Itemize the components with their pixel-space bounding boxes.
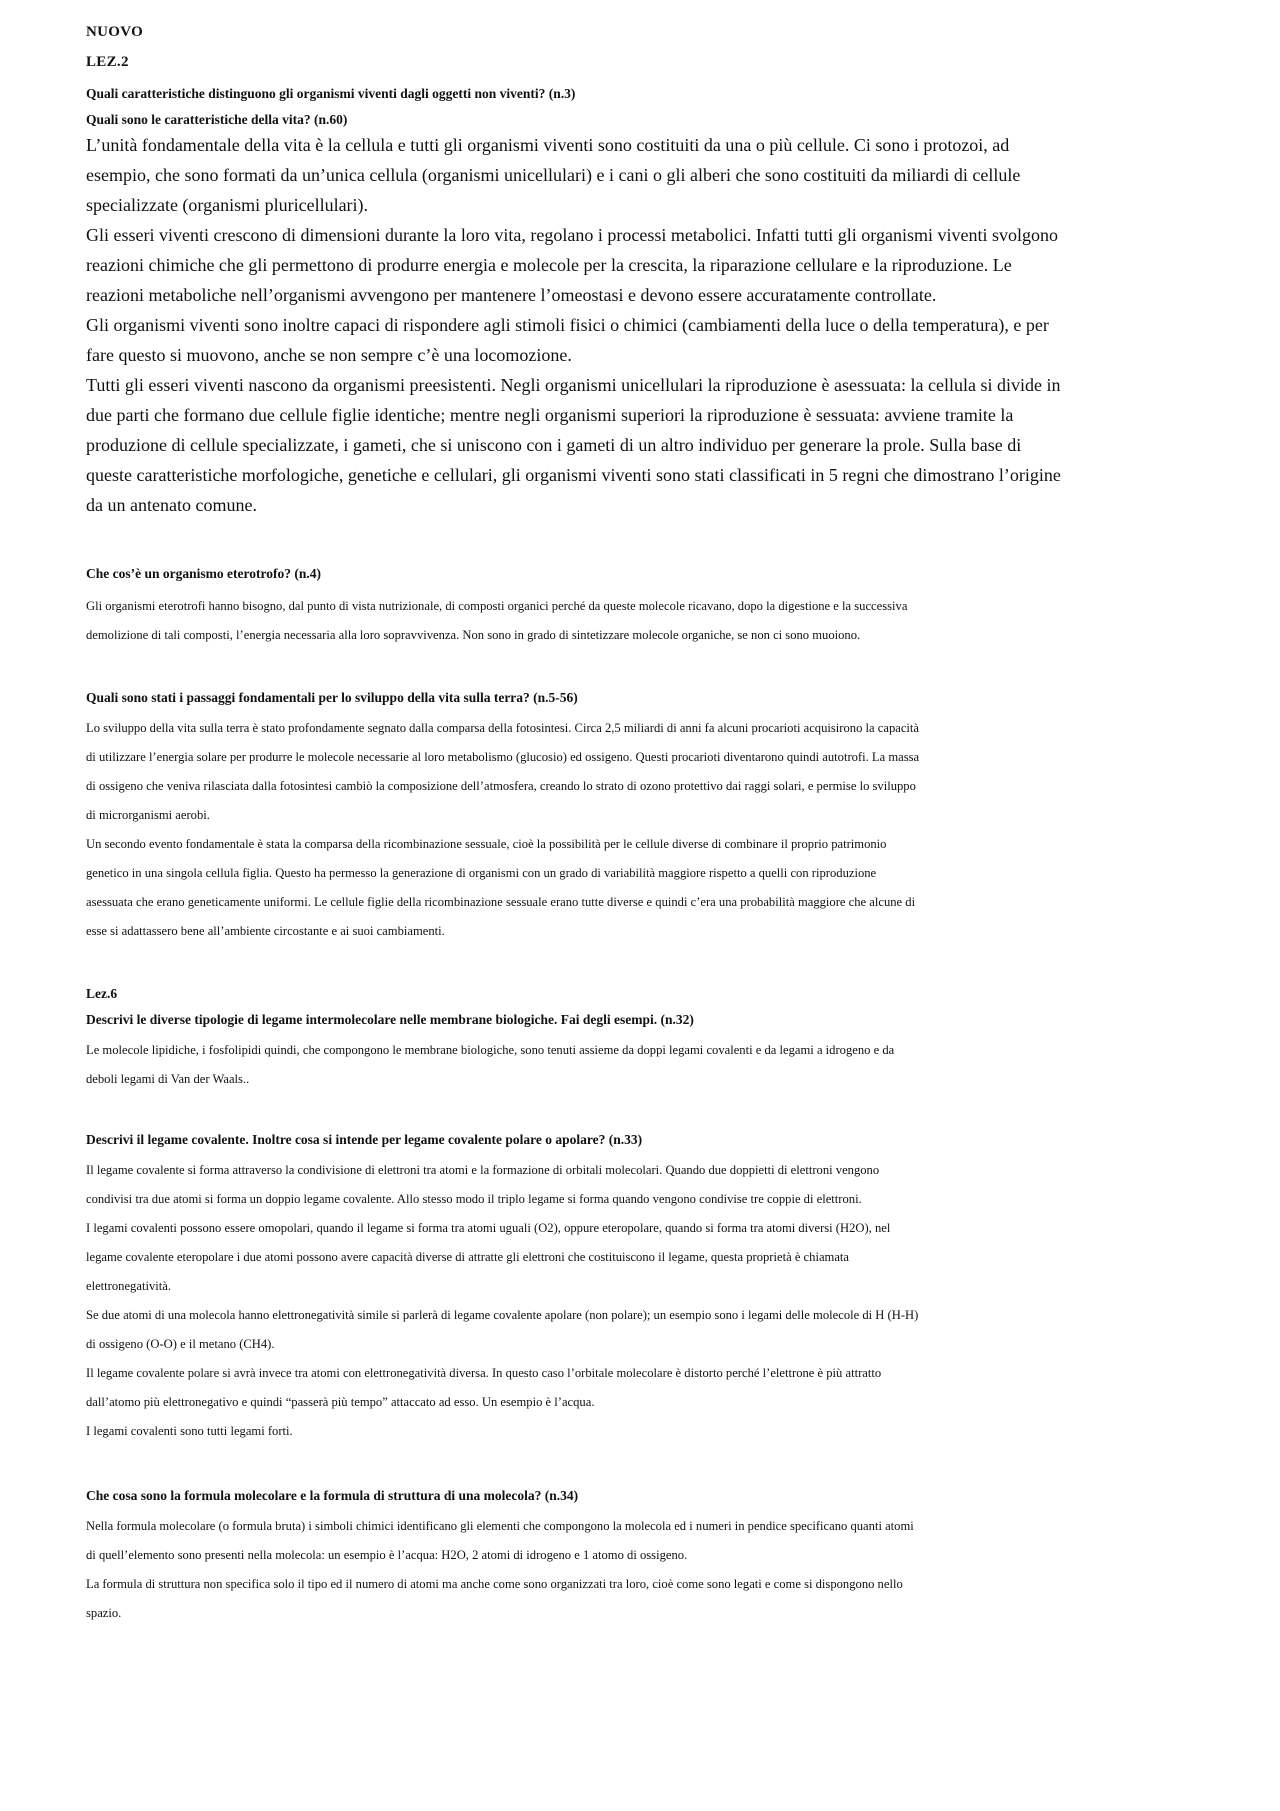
- text-line: Se due atomi di una molecola hanno elettronegatività simile si parlerà di legame covalente apolare (non polare); un esempio sono i legami delle molecole di H (H-H): [86, 1308, 919, 1322]
- text-line: specializzate (organismi pluricellulari).: [86, 195, 369, 215]
- text-line: Gli organismi viventi sono inoltre capaci di rispondere agli stimoli fisici o chimici (cambiamenti della luce o della temperatura), e per: [86, 315, 1049, 335]
- text-line: Il legame covalente polare si avrà invece tra atomi con elettronegatività diversa. In questo caso l’orbitale molecolare è distorto perché l’elettrone è più attratto: [86, 1366, 882, 1380]
- text-line: di microrganismi aerobi.: [86, 808, 210, 822]
- text-line: reazioni metaboliche nell’organismi avvengono per mantenere l’omeostasi e devono essere accuratamente controllate.: [86, 285, 937, 305]
- text-line: asessuata che erano geneticamente uniformi. Le cellule figlie della ricombinazione sessuale erano tutte diverse e quindi c’era una probabilità maggiore che alcune di: [86, 895, 916, 909]
- text-line: condivisi tra due atomi si forma un doppio legame covalente. Allo stesso modo il triplo legame si forma quando vengono condivise tre coppie di elettroni.: [86, 1192, 862, 1206]
- text-line: reazioni chimiche che gli permettono di produrre energia e molecole per la crescita, la riparazione cellulare e la riproduzione. Le: [86, 255, 1012, 275]
- text-line: genetico in una singola cellula figlia. Questo ha permesso la generazione di organismi con un grado di variabilità maggiore rispetto a quelli con riproduzione: [86, 866, 877, 880]
- text-line: Nella formula molecolare (o formula bruta) i simboli chimici identificano gli elementi che compongono la molecola ed i numeri in pendice specificano quanti atomi: [86, 1519, 914, 1533]
- text-line: fare questo si muovono, anche se non sempre c’è una locomozione.: [86, 345, 572, 365]
- answer-paragraph: [86, 714, 1226, 946]
- text-line: I legami covalenti possono essere omopolari, quando il legame si forma tra atomi uguali (O2), oppure eteropolare, quando si forma tra atomi diversi (H2O), nel: [86, 1221, 891, 1235]
- text-line: dall’atomo più elettronegativo e quindi “passerà più tempo” attaccato ad esso. Un esempio è l’acqua.: [86, 1395, 595, 1409]
- answer-paragraph: [86, 1036, 1226, 1094]
- answer-paragraph: [86, 592, 1226, 650]
- text-line: Tutti gli esseri viventi nascono da organismi preesistenti. Negli organismi unicellulari la riproduzione è asessuata: la cellula si divide in: [86, 375, 1061, 395]
- text-line: Gli esseri viventi crescono di dimensioni durante la loro vita, regolano i processi metabolici. Infatti tutti gli organismi viventi svolgono: [86, 225, 1058, 245]
- question-heading: Descrivi il legame covalente. Inoltre cosa si intende per legame covalente polare o apolare? (n.33): [86, 1132, 643, 1147]
- text-line: Il legame covalente si forma attraverso la condivisione di elettroni tra atomi e la formazione di orbitali molecolari. Quando due doppietti di elettroni vengono: [86, 1163, 880, 1177]
- text-line: due parti che formano due cellule figlie identiche; mentre negli organismi superiori la riproduzione è sessuata: avviene tramite la: [86, 405, 1014, 425]
- text-line: di ossigeno (O-O) e il metano (CH4).: [86, 1337, 275, 1351]
- text-line: esse si adattassero bene all’ambiente circostante e ai suoi cambiamenti.: [86, 924, 445, 938]
- text-line: L’unità fondamentale della vita è la cellula e tutti gli organismi viventi sono costituiti da una o più cellule. Ci sono i protozoi, ad: [86, 135, 1010, 155]
- text-line: legame covalente eteropolare i due atomi possono avere capacità diverse di attratte gli elettroni che costituiscono il legame, questa proprietà è chiamata: [86, 1250, 850, 1264]
- question-heading: Descrivi le diverse tipologie di legame intermolecolare nelle membrane biologiche. Fai degli esempi. (n.32): [86, 1012, 694, 1027]
- text-line: I legami covalenti sono tutti legami forti.: [86, 1424, 293, 1438]
- text-line: esempio, che sono formati da un’unica cellula (organismi unicellulari) e i cani o gli alberi che sono costituiti da miliardi di cellule: [86, 165, 1021, 185]
- text-line: di quell’elemento sono presenti nella molecola: un esempio è l’acqua: H2O, 2 atomi di idrogeno e 1 atomo di ossigeno.: [86, 1548, 688, 1562]
- question-heading: Quali sono stati i passaggi fondamentali per lo sviluppo della vita sulla terra? (n.5-56): [86, 690, 578, 705]
- question-heading: Che cosa sono la formula molecolare e la formula di struttura di una molecola? (n.34): [86, 1488, 579, 1503]
- text-line: La formula di struttura non specifica solo il tipo ed il numero di atomi ma anche come sono organizzati tra loro, cioè come sono legati e come si dispongono nello: [86, 1577, 903, 1591]
- question-heading: Che cos’è un organismo eterotrofo? (n.4): [86, 566, 321, 581]
- text-line: demolizione di tali composti, l’energia necessaria alla loro sopravvivenza. Non sono in grado di sintetizzare molecole organiche, se non ci sono muoiono.: [86, 628, 861, 642]
- text-line: Le molecole lipidiche, i fosfolipidi quindi, che compongono le membrane biologiche, sono tenuti assieme da doppi legami covalenti e da legami a idrogeno e da: [86, 1043, 895, 1057]
- text-line: di ossigeno che veniva rilasciata dalla fotosintesi cambiò la composizione dell’atmosfera, creando lo strato di ozono protettivo dai raggi solari, e permise lo sviluppo: [86, 779, 916, 793]
- text-line: da un antenato comune.: [86, 495, 257, 515]
- lesson-label: Lez.6: [86, 986, 118, 1001]
- question-heading: Quali caratteristiche distinguono gli organismi viventi dagli oggetti non viventi? (n.3): [86, 86, 576, 101]
- text-line: elettronegatività.: [86, 1279, 171, 1293]
- answer-paragraph: [86, 1156, 1226, 1446]
- text-line: Un secondo evento fondamentale è stata la comparsa della ricombinazione sessuale, cioè la possibilità per le cellule diverse di combinare il proprio patrimonio: [86, 837, 887, 851]
- text-line: Gli organismi eterotrofi hanno bisogno, dal punto di vista nutrizionale, di composti organici perché da queste molecole ricavano, dopo la digestione e la successiva: [86, 599, 908, 613]
- text-line: queste caratteristiche morfologiche, genetiche e cellulari, gli organismi viventi sono stati classificati in 5 regni che dimostrano l’origine: [86, 465, 1061, 485]
- text-line: deboli legami di Van der Waals..: [86, 1072, 250, 1086]
- answer-paragraph: [86, 1512, 1226, 1628]
- answer-paragraph: [86, 130, 1226, 520]
- text-line: produzione di cellule specializzate, i gameti, che si uniscono con i gameti di un altro individuo per generare la prole. Sulla base di: [86, 435, 1022, 455]
- doc-header-lesson: LEZ.2: [86, 54, 129, 70]
- doc-header-nuovo: NUOVO: [86, 24, 144, 40]
- question-heading: Quali sono le caratteristiche della vita? (n.60): [86, 112, 348, 127]
- text-line: spazio.: [86, 1606, 122, 1620]
- text-line: di utilizzare l’energia solare per produrre le molecole necessarie al loro metabolismo (glucosio) ed ossigeno. Questi procarioti diventarono quindi autotrofi. La massa: [86, 750, 920, 764]
- text-line: Lo sviluppo della vita sulla terra è stato profondamente segnato dalla comparsa della fotosintesi. Circa 2,5 miliardi di anni fa alcuni procarioti acquisirono la capacità: [86, 721, 920, 735]
